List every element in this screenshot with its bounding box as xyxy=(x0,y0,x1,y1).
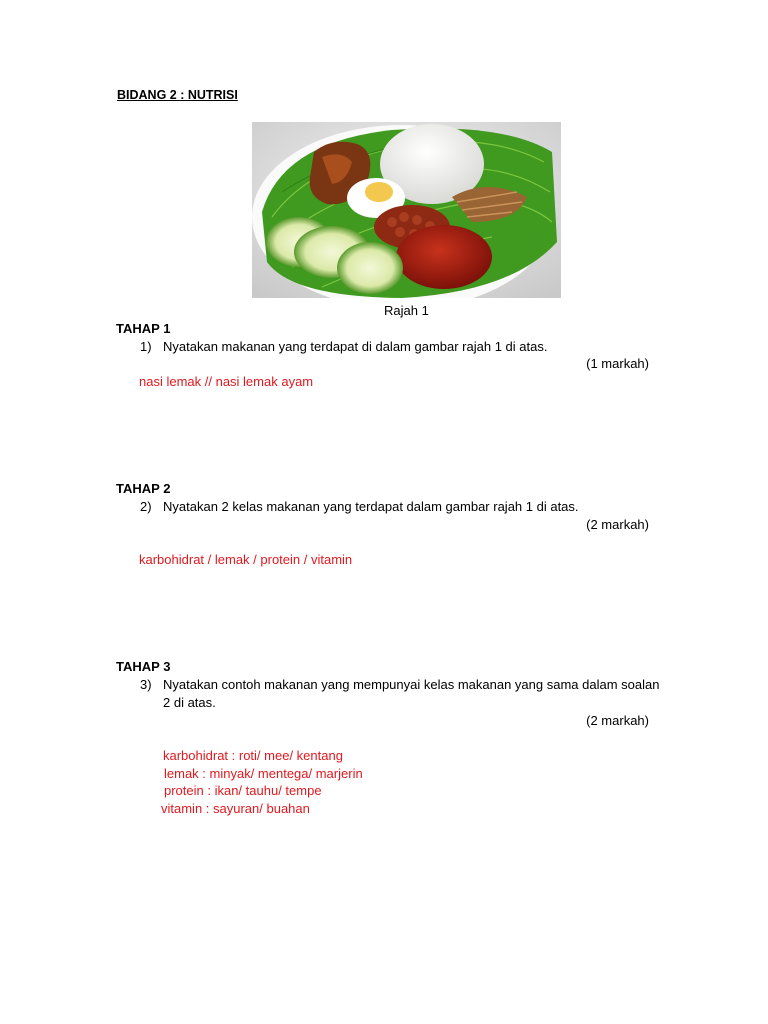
figure-caption: Rajah 1 xyxy=(384,303,429,318)
question-3-number: 3) xyxy=(140,677,152,692)
question-2-marks: (2 markah) xyxy=(586,517,649,532)
question-1-marks: (1 markah) xyxy=(586,356,649,371)
document-title: BIDANG 2 : NUTRISI xyxy=(117,88,238,102)
nasi-lemak-photo xyxy=(252,122,561,298)
answer-3-karbohidrat: karbohidrat : roti/ mee/ kentang xyxy=(163,748,343,763)
answer-3-protein: protein : ikan/ tauhu/ tempe xyxy=(164,783,322,798)
answer-3-lemak: lemak : minyak/ mentega/ marjerin xyxy=(164,766,363,781)
question-1-text: Nyatakan makanan yang terdapat di dalam gambar rajah 1 di atas. xyxy=(163,339,548,354)
question-1-number: 1) xyxy=(140,339,152,354)
answer-2: karbohidrat / lemak / protein / vitamin xyxy=(139,552,353,567)
question-3-text-line1: Nyatakan contoh makanan yang mempunyai kelas makanan yang sama dalam soalan xyxy=(163,677,660,692)
answer-3-vitamin: vitamin : sayuran/ buahan xyxy=(161,801,310,816)
question-3-marks: (2 markah) xyxy=(586,713,649,728)
level-2-label: TAHAP 2 xyxy=(116,481,171,496)
question-3-text-line2: 2 di atas. xyxy=(163,695,216,710)
level-3-label: TAHAP 3 xyxy=(116,659,171,674)
question-2-number: 2) xyxy=(140,499,152,514)
level-1-label: TAHAP 1 xyxy=(116,321,171,336)
question-2-text: Nyatakan 2 kelas makanan yang terdapat dalam gambar rajah 1 di atas. xyxy=(163,499,579,514)
answer-1: nasi lemak // nasi lemak ayam xyxy=(139,374,314,389)
